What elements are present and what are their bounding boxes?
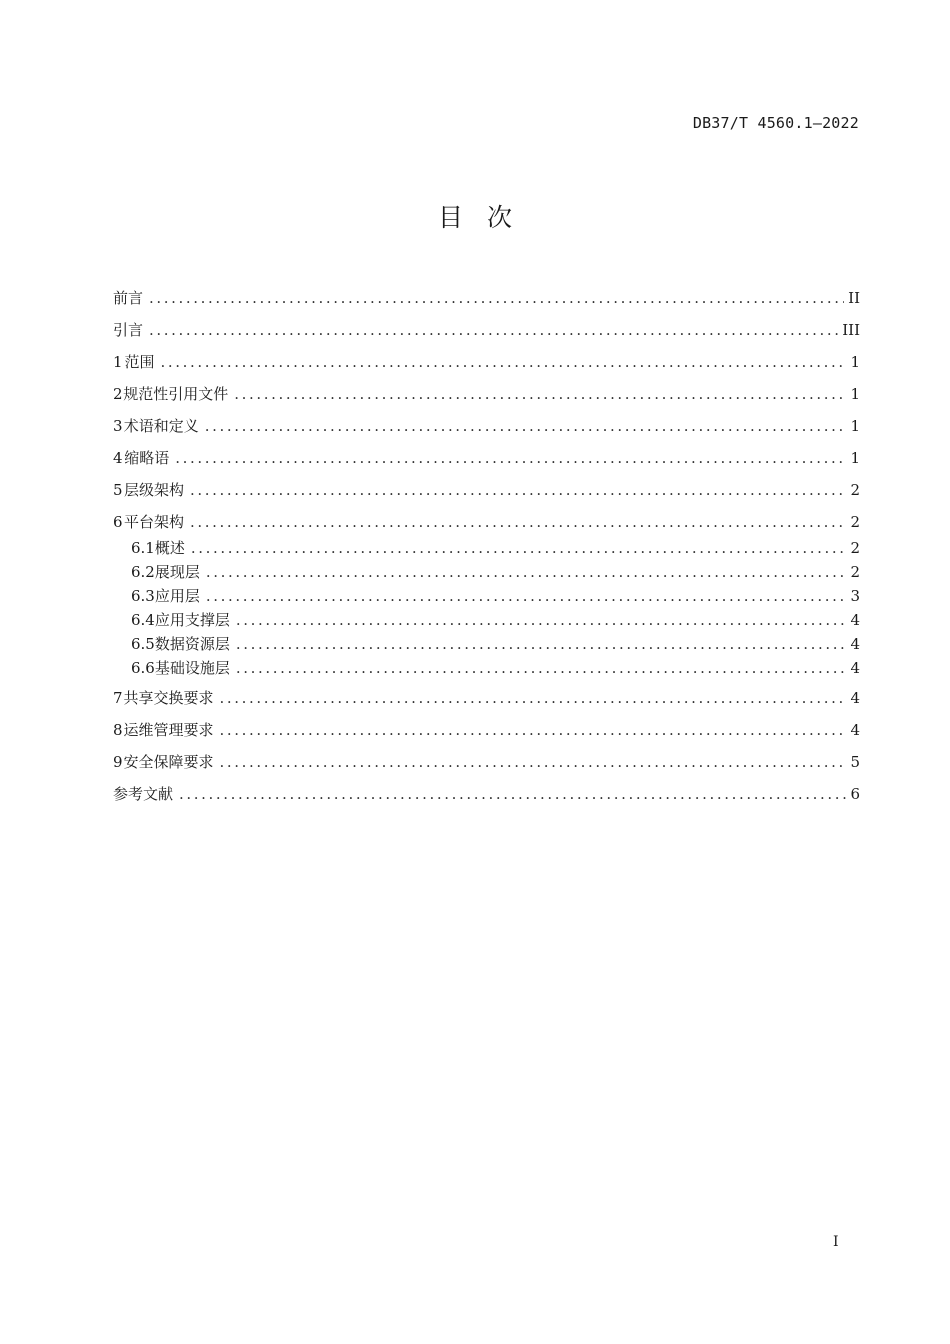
toc-entry-9[interactable] [113, 750, 860, 782]
toc-entry-foreword[interactable] [113, 286, 860, 318]
toc-entry-1[interactable] [113, 350, 860, 382]
toc-leader-dots [236, 632, 846, 656]
toc-entry-number: 8 [113, 721, 123, 739]
toc-title-char-2: 次 [487, 203, 513, 232]
toc-entry-label: 展现层 [154, 563, 200, 581]
toc-entry-6-2[interactable] [113, 560, 860, 584]
toc-entry-number: 7 [113, 689, 123, 707]
toc-entry-number: 9 [113, 753, 123, 771]
toc-entry-label: 应用支撑层 [154, 611, 230, 629]
toc-entry-page: 4 [850, 659, 860, 677]
toc-leader-dots [220, 718, 846, 742]
toc-leader-dots [220, 686, 846, 710]
toc-entry-number: 6 [113, 513, 123, 531]
toc-list [113, 286, 860, 814]
toc-entry-page: 6 [850, 785, 860, 803]
toc-entry-page: 3 [850, 587, 860, 605]
toc-entry-references[interactable] [113, 782, 860, 814]
toc-entry-number: 6.5 [131, 635, 155, 653]
toc-entry-label: 平台架构 [124, 513, 185, 531]
toc-entry-label: 缩略语 [124, 449, 170, 467]
toc-leader-dots [175, 446, 846, 470]
toc-entry-6-3[interactable] [113, 584, 860, 608]
toc-leader-dots [206, 560, 846, 584]
toc-entry-8[interactable] [113, 718, 860, 750]
toc-leader-dots [236, 656, 846, 680]
toc-entry-page: II [848, 289, 860, 307]
toc-entry-page: 4 [850, 611, 860, 629]
toc-entry-label: 概述 [154, 539, 185, 557]
toc-leader-dots [191, 536, 846, 560]
toc-entry-page: 1 [850, 417, 860, 435]
toc-entry-label: 共享交换要求 [123, 689, 214, 707]
toc-leader-dots [149, 318, 838, 342]
toc-entry-introduction[interactable] [113, 318, 860, 350]
toc-entry-page: III [842, 321, 860, 339]
toc-entry-page: 4 [850, 635, 860, 653]
toc-entry-5[interactable] [113, 478, 860, 510]
toc-entry-number: 5 [113, 481, 123, 499]
toc-title [0, 198, 950, 234]
toc-entry-page: 4 [850, 721, 860, 739]
page-number: I [833, 1234, 839, 1250]
toc-leader-dots [206, 584, 846, 608]
toc-entry-label: 应用层 [154, 587, 200, 605]
document-code: DB37/T 4560.1—2022 [692, 114, 859, 132]
toc-entry-6[interactable] [113, 510, 860, 536]
toc-entry-number: 4 [113, 449, 123, 467]
toc-entry-number: 6.6 [131, 659, 155, 677]
toc-leader-dots [161, 350, 846, 374]
toc-entry-label: 参考文献 [113, 785, 174, 803]
toc-title-char-1: 目 [437, 203, 463, 232]
toc-entry-label: 范围 [124, 353, 155, 371]
toc-entry-6-1[interactable] [113, 536, 860, 560]
toc-entry-label: 层级架构 [124, 481, 185, 499]
toc-leader-dots [190, 510, 846, 534]
toc-entry-6-6[interactable] [113, 656, 860, 680]
toc-entry-page: 1 [850, 449, 860, 467]
toc-leader-dots [179, 782, 846, 806]
toc-leader-dots [190, 478, 846, 502]
toc-entry-2[interactable] [113, 382, 860, 414]
toc-entry-6-5[interactable] [113, 632, 860, 656]
toc-entry-label: 引言 [113, 321, 144, 339]
toc-leader-dots [149, 286, 844, 310]
toc-entry-label: 基础设施层 [154, 659, 230, 677]
toc-entry-label: 运维管理要求 [123, 721, 214, 739]
toc-entry-number: 6.3 [131, 587, 155, 605]
toc-entry-number: 6.4 [131, 611, 155, 629]
toc-leader-dots [220, 750, 846, 774]
toc-entry-4[interactable] [113, 446, 860, 478]
toc-entry-label: 规范性引用文件 [123, 385, 229, 403]
toc-entry-number: 6.2 [131, 563, 155, 581]
toc-entry-label: 前言 [113, 289, 144, 307]
toc-entry-label: 安全保障要求 [123, 753, 214, 771]
toc-entry-label: 术语和定义 [123, 417, 199, 435]
toc-entry-page: 4 [850, 689, 860, 707]
toc-entry-6-4[interactable] [113, 608, 860, 632]
toc-entry-page: 5 [850, 753, 860, 771]
toc-entry-label: 数据资源层 [154, 635, 230, 653]
toc-entry-page: 2 [850, 481, 860, 499]
toc-leader-dots [234, 382, 846, 406]
toc-entry-3[interactable] [113, 414, 860, 446]
toc-entry-page: 1 [850, 353, 860, 371]
toc-entry-number: 2 [113, 385, 123, 403]
toc-entry-page: 2 [850, 563, 860, 581]
toc-entry-number: 1 [113, 353, 123, 371]
toc-entry-7[interactable] [113, 686, 860, 718]
toc-entry-number: 3 [113, 417, 123, 435]
toc-entry-page: 2 [850, 539, 860, 557]
toc-entry-page: 2 [850, 513, 860, 531]
toc-entry-page: 1 [850, 385, 860, 403]
toc-entry-number: 6.1 [131, 539, 155, 557]
toc-leader-dots [205, 414, 846, 438]
toc-leader-dots [236, 608, 846, 632]
